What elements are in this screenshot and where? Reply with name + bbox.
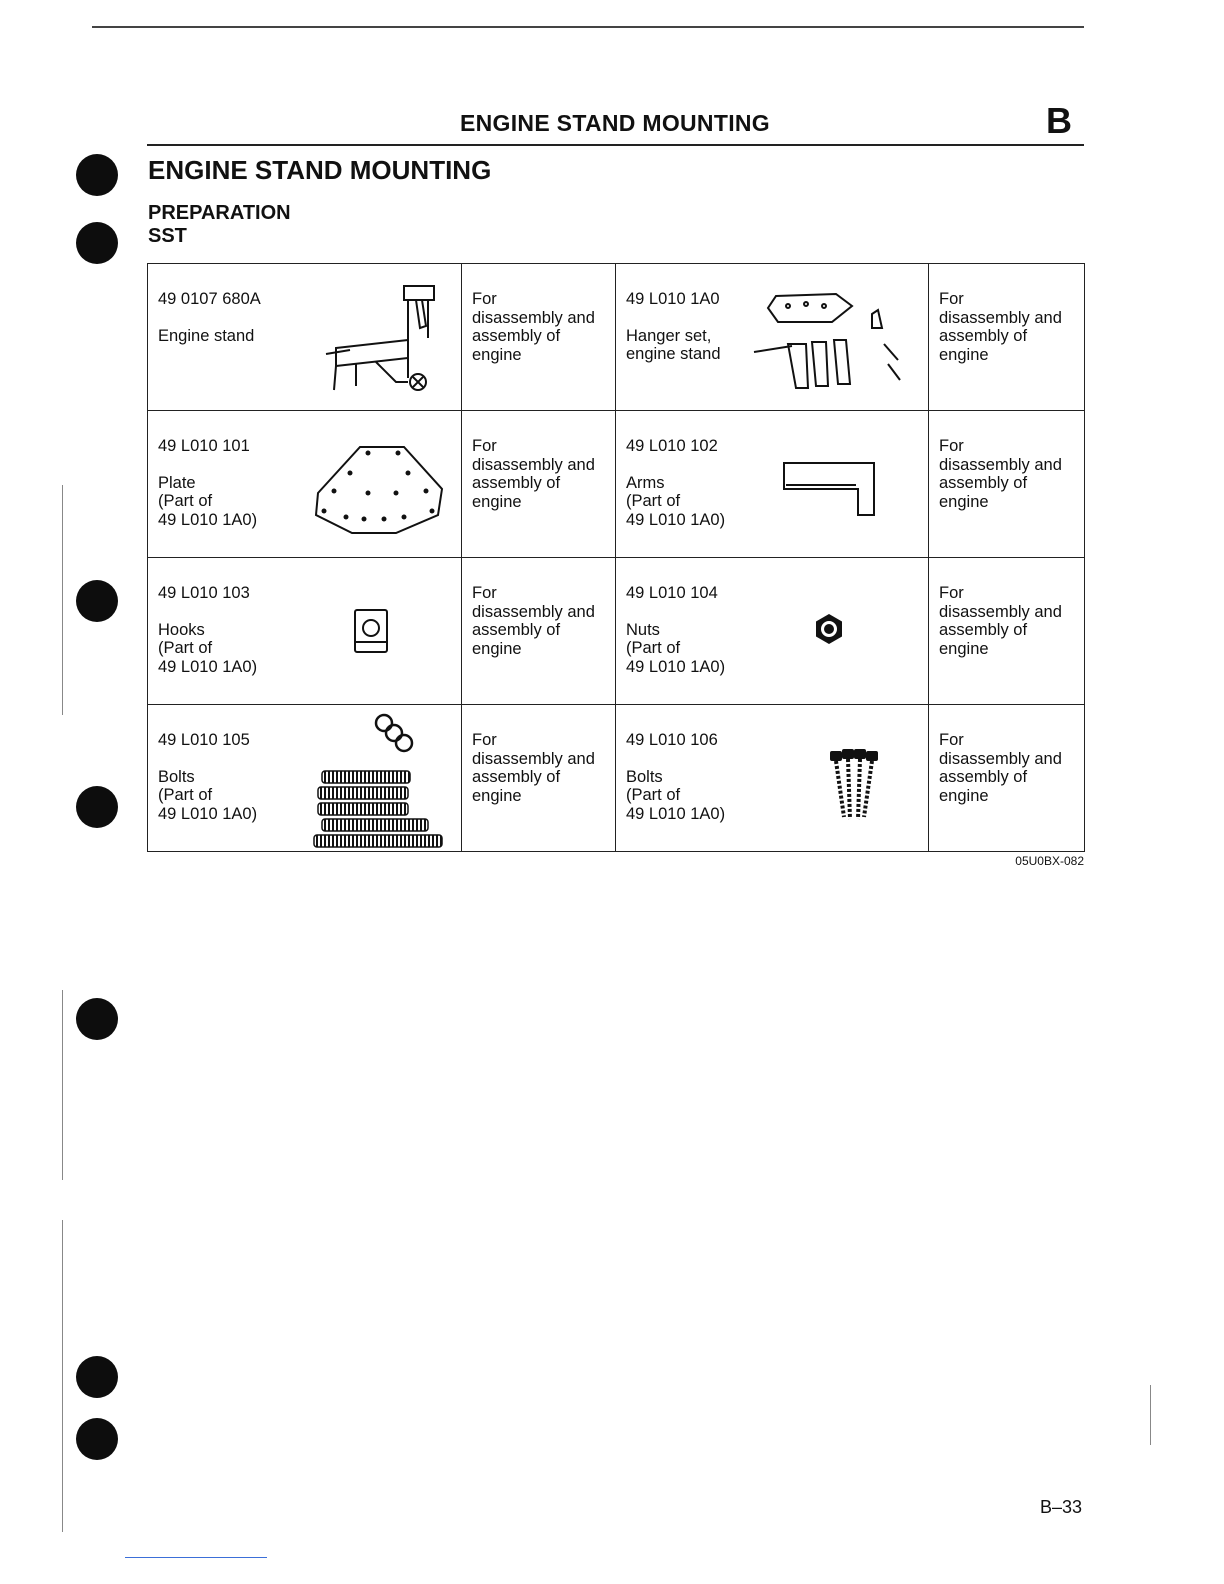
part-of: (Part of 49 L010 1A0) — [158, 492, 258, 529]
part-number: 49 L010 1A0 — [626, 290, 720, 308]
header-rule — [147, 144, 1084, 146]
usage-line: disassembly and — [472, 602, 595, 621]
part-name: Arms — [626, 473, 665, 492]
hook-icon — [350, 606, 392, 656]
usage-line: assembly of — [472, 621, 561, 639]
arm-icon — [780, 457, 880, 521]
part-of: (Part of 49 L010 1A0) — [158, 786, 258, 823]
part-name: Bolts — [626, 767, 663, 786]
usage-cell — [929, 411, 1085, 558]
usage-line: For — [472, 437, 497, 455]
bottom-link-line — [125, 1557, 267, 1558]
plate-icon — [312, 441, 446, 537]
part-number: 49 L010 106 — [626, 731, 718, 749]
tool-cell — [148, 411, 462, 558]
usage-line: engine — [939, 786, 989, 805]
tool-cell — [148, 558, 462, 705]
section-title: ENGINE STAND MOUNTING — [148, 155, 492, 185]
tool-cell — [616, 264, 929, 411]
usage-cell — [462, 558, 616, 705]
tool-cell — [616, 558, 929, 705]
usage-line: engine — [939, 492, 989, 511]
usage-line: disassembly and — [472, 308, 595, 327]
table-row — [148, 558, 1085, 705]
usage-line: For — [472, 584, 497, 602]
usage-line: disassembly and — [939, 455, 1062, 474]
usage-cell — [929, 558, 1085, 705]
section-letter: B — [1046, 100, 1072, 141]
usage-line: For — [939, 731, 964, 749]
binder-hole — [76, 1418, 118, 1460]
usage-cell — [929, 705, 1085, 852]
usage-line: assembly of — [939, 768, 1028, 786]
scan-line — [1150, 1385, 1151, 1445]
binder-hole — [76, 786, 118, 828]
usage-line: disassembly and — [472, 455, 595, 474]
usage-line: engine — [472, 639, 522, 658]
tool-cell — [616, 411, 929, 558]
binder-hole — [76, 1356, 118, 1398]
usage-line: For — [939, 437, 964, 455]
part-name: Engine stand — [158, 326, 255, 345]
part-name: Hanger set, engine stand — [626, 326, 721, 363]
part-of: (Part of 49 L010 1A0) — [626, 639, 726, 676]
part-of: (Part of 49 L010 1A0) — [626, 492, 726, 529]
usage-line: engine — [939, 345, 989, 364]
hanger-set-icon — [748, 288, 916, 398]
usage-line: assembly of — [472, 474, 561, 492]
part-name: Hooks — [158, 620, 205, 639]
usage-line: engine — [472, 345, 522, 364]
binder-hole — [76, 154, 118, 196]
engine-stand-icon — [316, 278, 440, 398]
usage-line: disassembly and — [939, 602, 1062, 621]
binder-hole — [76, 580, 118, 622]
preparation-label: PREPARATION — [148, 202, 291, 224]
nut-icon — [812, 612, 846, 646]
scan-line — [62, 990, 63, 1180]
header-title: ENGINE STAND MOUNTING — [460, 110, 770, 136]
scan-line — [62, 1220, 63, 1532]
table-row — [148, 705, 1085, 852]
usage-line: For — [472, 731, 497, 749]
part-of: (Part of 49 L010 1A0) — [626, 786, 726, 823]
table-row — [148, 411, 1085, 558]
figure-id: 05U0BX-082 — [1015, 854, 1084, 868]
part-name: Nuts — [626, 620, 660, 639]
usage-line: assembly of — [472, 327, 561, 345]
usage-line: assembly of — [472, 768, 561, 786]
part-number: 49 L010 104 — [626, 584, 718, 602]
scan-line — [62, 485, 63, 715]
usage-line: For — [939, 290, 964, 308]
part-number: 49 L010 105 — [158, 731, 250, 749]
table-row — [148, 264, 1085, 411]
usage-line: assembly of — [939, 621, 1028, 639]
usage-line: assembly of — [939, 474, 1028, 492]
binder-hole — [76, 222, 118, 264]
usage-line: engine — [472, 492, 522, 511]
top-rule — [92, 26, 1084, 28]
usage-line: disassembly and — [939, 308, 1062, 327]
usage-cell — [462, 264, 616, 411]
usage-line: engine — [939, 639, 989, 658]
part-number: 49 0107 680A — [158, 290, 261, 308]
part-number: 49 L010 103 — [158, 584, 250, 602]
tool-cell — [616, 705, 929, 852]
tool-cell — [148, 264, 462, 411]
sst-label: SST — [148, 225, 187, 247]
preparation-heading — [148, 202, 291, 248]
part-name: Bolts — [158, 767, 195, 786]
usage-cell — [929, 264, 1085, 411]
part-number: 49 L010 102 — [626, 437, 718, 455]
usage-line: disassembly and — [939, 749, 1062, 768]
binder-hole — [76, 998, 118, 1040]
page-number: B–33 — [1039, 1497, 1082, 1517]
usage-line: For — [472, 290, 497, 308]
part-of: (Part of 49 L010 1A0) — [158, 639, 258, 676]
part-name: Plate — [158, 473, 196, 492]
usage-line: engine — [472, 786, 522, 805]
usage-line: For — [939, 584, 964, 602]
usage-line: disassembly and — [472, 749, 595, 768]
usage-cell — [462, 411, 616, 558]
stud-bolts-icon — [312, 709, 446, 849]
part-number: 49 L010 101 — [158, 437, 250, 455]
usage-line: assembly of — [939, 327, 1028, 345]
bolts-icon — [822, 747, 888, 823]
tool-cell — [148, 705, 462, 852]
usage-cell — [462, 705, 616, 852]
sst-table — [147, 263, 1085, 852]
